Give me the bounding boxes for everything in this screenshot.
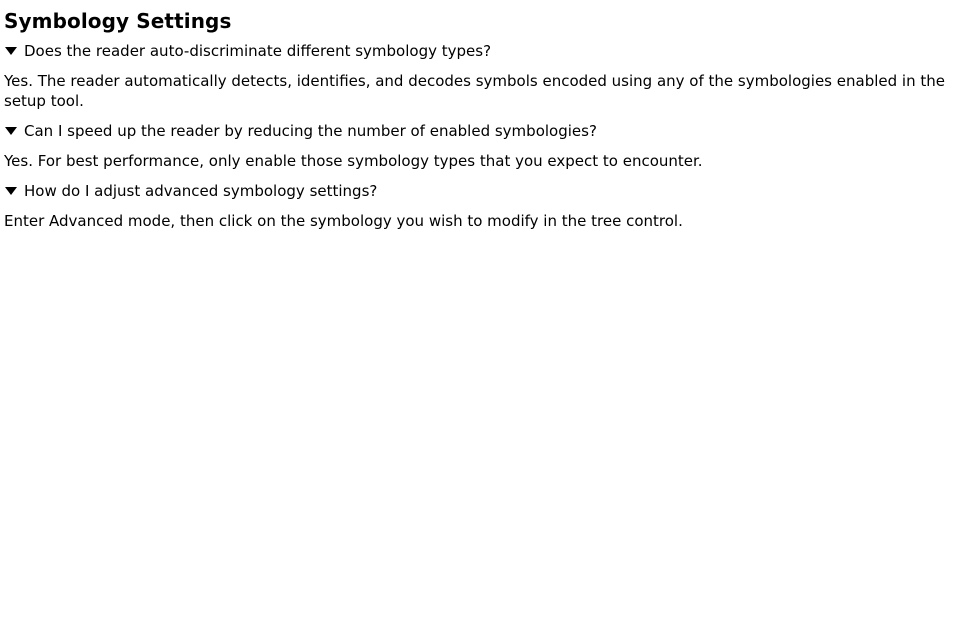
page-title: Symbology Settings — [4, 9, 232, 33]
caret-down-icon[interactable] — [4, 186, 18, 196]
caret-down-icon[interactable] — [4, 46, 18, 56]
faq-question-toggle[interactable] — [4, 121, 976, 141]
faq-question-text[interactable]: Can I speed up the reader by reducing the number of enabled symbologies? — [24, 122, 597, 140]
faq-question-text[interactable]: How do I adjust advanced symbology settings? — [24, 182, 378, 200]
faq-question-toggle[interactable] — [4, 181, 976, 201]
faq-answer-text: Enter Advanced mode, then click on the symbology you wish to modify in the tree control. — [4, 212, 683, 230]
faq-item — [4, 41, 976, 111]
help-page — [4, 8, 976, 241]
faq-answer-text: Yes. The reader automatically detects, identifies, and decodes symbols encoded using any of the symbologies enabled in the setup tool. — [4, 72, 945, 110]
faq-question-toggle[interactable] — [4, 41, 976, 61]
caret-down-icon[interactable] — [4, 126, 18, 136]
faq-question-text[interactable]: Does the reader auto-discriminate different symbology types? — [24, 42, 492, 60]
faq-item — [4, 121, 976, 171]
faq-answer-text: Yes. For best performance, only enable those symbology types that you expect to encounter. — [4, 152, 703, 170]
faq-item — [4, 181, 976, 231]
